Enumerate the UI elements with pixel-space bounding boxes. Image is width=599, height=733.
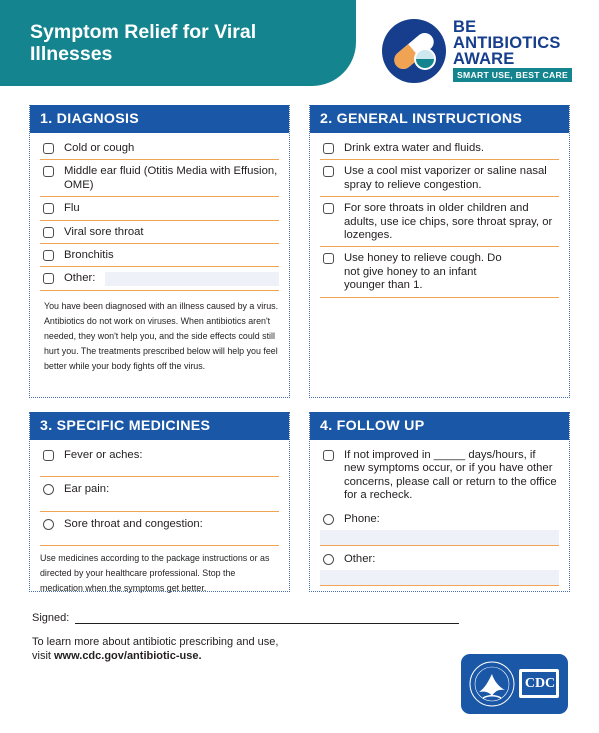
general-instructions-section xyxy=(309,105,570,398)
checkbox[interactable] xyxy=(323,203,334,214)
title-banner xyxy=(0,0,356,86)
diagnosis-note: You have been diagnosed with an illness caused by a virus. Antibiotics do not work on viruses. When antibiotics aren't needed, they won't help you, and the side effects could still hurt you. The treatments prescribed below will help you feel better while your body fights off the virus. xyxy=(44,301,279,372)
followup-item-recheck[interactable]: If not improved in _____ days/hours, if new symptoms occur, or if you have other concerns, please call or return to the office for a recheck. xyxy=(320,440,559,507)
radio-button[interactable] xyxy=(323,514,334,525)
brand-line-2: ANTIBIOTICS xyxy=(453,34,561,52)
brand-logo-block xyxy=(381,18,571,88)
diagnosis-item-other[interactable]: Other: xyxy=(40,267,279,291)
phone-input-field[interactable] xyxy=(320,530,559,546)
diagnosis-item-viral-sore-throat[interactable]: Viral sore throat xyxy=(40,221,279,244)
signature-field[interactable] xyxy=(75,623,459,624)
general-instructions-header: 2. GENERAL INSTRUCTIONS xyxy=(310,105,569,133)
cdc-label: CDC xyxy=(524,676,556,691)
checkbox[interactable] xyxy=(43,143,54,154)
other-followup-input-field[interactable] xyxy=(320,570,559,586)
general-item-vaporizer[interactable]: Use a cool mist vaporizer or saline nasal spray to relieve congestion. xyxy=(320,160,559,197)
checkbox[interactable] xyxy=(43,227,54,238)
brand-line-1: BE xyxy=(453,18,477,36)
diagnosis-section xyxy=(29,105,290,398)
checkbox[interactable] xyxy=(43,250,54,261)
checkbox[interactable] xyxy=(323,166,334,177)
followup-item-other[interactable]: Other: xyxy=(320,546,559,570)
medicines-note: Use medicines according to the package instructions or as directed by your healthcare professional. Stop the medication when the symptoms get better. xyxy=(40,553,270,594)
checkbox[interactable] xyxy=(323,143,334,154)
medicine-item-fever[interactable]: Fever or aches: xyxy=(40,440,279,477)
medicine-item-sore-throat[interactable]: Sore throat and congestion: xyxy=(40,512,279,546)
general-item-fluids[interactable]: Drink extra water and fluids. xyxy=(320,133,559,160)
diagnosis-item-cold[interactable]: Cold or cough xyxy=(40,133,279,160)
learn-more-prefix: visit xyxy=(32,650,54,662)
diagnosis-header: 1. DIAGNOSIS xyxy=(30,105,289,133)
checkbox[interactable] xyxy=(43,273,54,284)
radio-button[interactable] xyxy=(323,554,334,565)
diagnosis-item-ear-fluid[interactable]: Middle ear fluid (Otitis Media with Effusion, OME) xyxy=(40,160,279,197)
general-item-sore-throat[interactable]: For sore throats in older children and adults, use ice chips, sore throat spray, or lozenges. xyxy=(320,197,559,247)
page-title: Symptom Relief for Viral Illnesses xyxy=(30,21,257,65)
learn-more-text xyxy=(32,635,278,663)
checkbox[interactable] xyxy=(43,450,54,461)
cdc-hhs-logo xyxy=(461,654,568,714)
learn-more-line: To learn more about antibiotic prescribing and use, xyxy=(32,636,279,648)
signed-label: Signed: xyxy=(32,612,70,624)
general-item-honey[interactable]: Use honey to relieve cough. Do not give honey to an infant younger than 1. xyxy=(320,247,559,297)
signature-row xyxy=(32,612,459,624)
medicine-item-ear-pain[interactable]: Ear pain: xyxy=(40,477,279,511)
brand-line-3: AWARE xyxy=(453,50,515,68)
other-input-field[interactable] xyxy=(105,272,279,286)
checkbox[interactable] xyxy=(43,166,54,177)
followup-item-phone[interactable]: Phone: xyxy=(320,507,559,530)
checkbox[interactable] xyxy=(43,203,54,214)
specific-medicines-section xyxy=(29,412,290,592)
checkbox[interactable] xyxy=(323,450,334,461)
diagnosis-item-bronchitis[interactable]: Bronchitis xyxy=(40,244,279,267)
checkbox[interactable] xyxy=(323,253,334,264)
radio-button[interactable] xyxy=(43,484,54,495)
diagnosis-item-flu[interactable]: Flu xyxy=(40,197,279,220)
follow-up-section xyxy=(309,412,570,592)
pill-capsule-icon xyxy=(381,18,447,84)
follow-up-header: 4. FOLLOW UP xyxy=(310,412,569,440)
radio-button[interactable] xyxy=(43,519,54,530)
specific-medicines-header: 3. SPECIFIC MEDICINES xyxy=(30,412,289,440)
brand-tagline: SMART USE, BEST CARE xyxy=(453,68,572,82)
brand-wordmark xyxy=(453,19,561,67)
cdc-url-link[interactable]: www.cdc.gov/antibiotic-use. xyxy=(54,650,202,662)
